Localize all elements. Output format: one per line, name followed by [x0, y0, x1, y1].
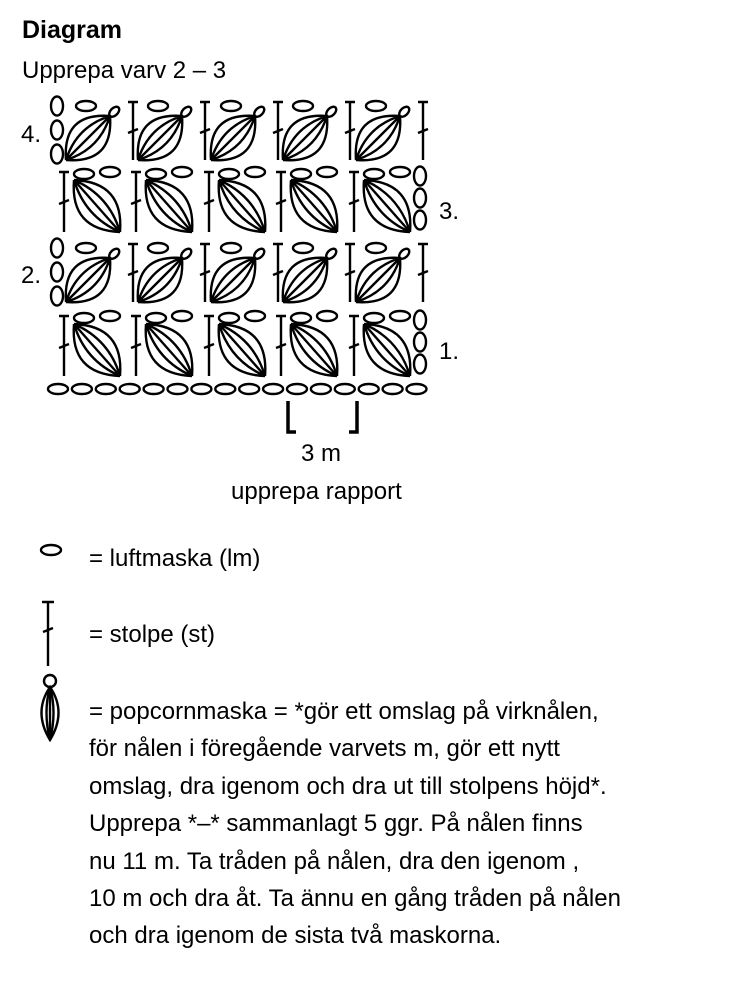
legend-chain: = luftmaska (lm)	[89, 545, 261, 572]
chain-stitch	[146, 313, 166, 323]
chain-stitch	[172, 311, 192, 321]
legend-popcorn-line-3: omslag, dra igenom och dra ut till stolpens höjd*.	[89, 772, 607, 800]
chain-stitch	[414, 211, 426, 230]
chain-stitch	[74, 169, 94, 179]
chain-stitch	[72, 384, 92, 394]
row-label-3: 3.	[439, 198, 460, 225]
legend-popcorn-line-6: 10 m och dra åt. Ta ännu en gång tråden på nålen	[89, 885, 621, 913]
chain-stitch	[252, 105, 266, 119]
chain-stitch	[287, 384, 307, 394]
popcorn-stitch	[74, 180, 121, 232]
popcorn-stitch	[219, 324, 266, 376]
popcorn-stitch	[211, 258, 255, 302]
repeat-bracket-right	[349, 401, 357, 432]
popcorn-stitch	[291, 324, 338, 376]
treble-stitch	[59, 172, 69, 232]
legend-treble: = stolpe (st)	[89, 621, 216, 648]
chain-stitch	[291, 313, 311, 323]
chain-stitch	[317, 167, 337, 177]
popcorn-stitch	[74, 324, 121, 376]
legend-popcorn-line-7: och dra igenom de sista två maskorna.	[89, 922, 502, 950]
chain-stitch	[359, 384, 379, 394]
treble-stitch	[345, 244, 355, 302]
chain-stitch	[364, 169, 384, 179]
chain-stitch	[414, 189, 426, 208]
chain-stitch	[263, 384, 283, 394]
chain-stitch	[239, 384, 259, 394]
treble-stitch	[131, 316, 141, 376]
treble-stitch	[273, 102, 283, 160]
legend-popcorn-line-5: nu 11 m. Ta tråden på nålen, dra den igenom ,	[89, 847, 580, 875]
treble-stitch	[59, 316, 69, 376]
chain-stitch	[120, 384, 140, 394]
chain-stitch	[245, 167, 265, 177]
chain-stitch	[96, 384, 116, 394]
legend-popcorn-line-1: = popcornmaska = *gör ett omslag på virknålen,	[89, 698, 599, 725]
chain-stitch	[215, 384, 235, 394]
chain-stitch	[414, 167, 426, 186]
row-label-4: 4.	[21, 121, 42, 148]
chain-stitch	[414, 333, 426, 352]
treble-stitch	[273, 244, 283, 302]
chain-stitch	[148, 243, 168, 253]
popcorn-stitch	[66, 116, 110, 160]
popcorn-stitch	[356, 116, 400, 160]
popcorn-stitch	[146, 180, 193, 232]
chain-stitch	[74, 313, 94, 323]
popcorn-stitch-icon	[30, 672, 70, 750]
chain-stitch	[51, 97, 63, 116]
chain-stitch	[390, 167, 410, 177]
popcorn-stitch	[219, 180, 266, 232]
row-label-1: 1.	[439, 338, 460, 365]
chain-stitch	[191, 384, 211, 394]
treble-stitch	[276, 316, 286, 376]
chain-stitch	[324, 247, 338, 261]
chain-stitch	[397, 105, 411, 119]
chain-stitch	[51, 287, 63, 306]
treble-stitch	[204, 172, 214, 232]
treble-stitch	[349, 172, 359, 232]
popcorn-stitch	[211, 116, 255, 160]
chain-stitch	[366, 243, 386, 253]
chain-stitch	[51, 145, 63, 164]
legend-popcorn	[89, 693, 719, 955]
repeat-label: upprepa rapport	[231, 478, 402, 505]
chain-stitch	[179, 247, 193, 261]
chain-stitch	[291, 169, 311, 179]
repeat-bracket-left	[288, 401, 296, 432]
chain-stitch-icon	[36, 540, 66, 560]
chain-stitch	[221, 101, 241, 111]
chain-stitch	[172, 167, 192, 177]
chain-stitch	[76, 243, 96, 253]
treble-stitch	[349, 316, 359, 376]
chain-stitch	[390, 311, 410, 321]
chain-stitch	[414, 355, 426, 374]
treble-stitch	[418, 244, 428, 302]
chain-stitch	[252, 247, 266, 261]
treble-stitch	[204, 316, 214, 376]
treble-stitch	[200, 102, 210, 160]
chain-stitch	[148, 101, 168, 111]
chain-stitch	[144, 384, 164, 394]
popcorn-stitch	[283, 116, 327, 160]
chain-stitch	[100, 311, 120, 321]
chain-stitch	[51, 239, 63, 258]
chain-stitch	[76, 101, 96, 111]
treble-stitch-icon	[36, 598, 60, 670]
chain-stitch	[48, 384, 68, 394]
chain-stitch	[245, 311, 265, 321]
popcorn-stitch	[138, 116, 182, 160]
chain-stitch	[364, 313, 384, 323]
chain-stitch	[383, 384, 403, 394]
popcorn-stitch	[66, 258, 110, 302]
chain-stitch	[293, 101, 313, 111]
chain-stitch	[107, 105, 121, 119]
chain-stitch	[293, 243, 313, 253]
page-subtitle: Upprepa varv 2 – 3	[22, 57, 227, 84]
popcorn-stitch	[291, 180, 338, 232]
chain-stitch	[168, 384, 188, 394]
chain-stitch	[179, 105, 193, 119]
chain-stitch	[397, 247, 411, 261]
treble-stitch	[418, 102, 428, 160]
chain-stitch	[51, 263, 63, 282]
chain-stitch	[219, 313, 239, 323]
chain-stitch	[324, 105, 338, 119]
chain-stitch	[100, 167, 120, 177]
treble-stitch	[128, 244, 138, 302]
chain-stitch	[51, 121, 63, 140]
popcorn-stitch	[138, 258, 182, 302]
treble-stitch	[131, 172, 141, 232]
page-title: Diagram	[22, 16, 123, 44]
popcorn-stitch	[364, 324, 411, 376]
chain-stitch	[146, 169, 166, 179]
treble-stitch	[128, 102, 138, 160]
row-label-2: 2.	[21, 262, 42, 289]
chain-stitch	[366, 101, 386, 111]
treble-stitch	[200, 244, 210, 302]
popcorn-stitch	[146, 324, 193, 376]
chain-stitch	[107, 247, 121, 261]
legend-popcorn-line-4: Upprepa *–* sammanlagt 5 ggr. På nålen finns	[89, 810, 583, 838]
popcorn-stitch	[283, 258, 327, 302]
popcorn-stitch	[356, 258, 400, 302]
popcorn-stitch	[364, 180, 411, 232]
chain-stitch	[335, 384, 355, 394]
repeat-stitch-count: 3 m	[301, 440, 342, 467]
chain-stitch	[317, 311, 337, 321]
legend-popcorn-line-2: för nålen i föregående varvets m, gör ett nytt	[89, 735, 560, 763]
chart-symbols	[48, 97, 428, 395]
chain-stitch	[219, 169, 239, 179]
treble-stitch	[345, 102, 355, 160]
chain-stitch	[311, 384, 331, 394]
chain-stitch	[414, 311, 426, 330]
treble-stitch	[276, 172, 286, 232]
chain-stitch	[221, 243, 241, 253]
chain-stitch	[407, 384, 427, 394]
